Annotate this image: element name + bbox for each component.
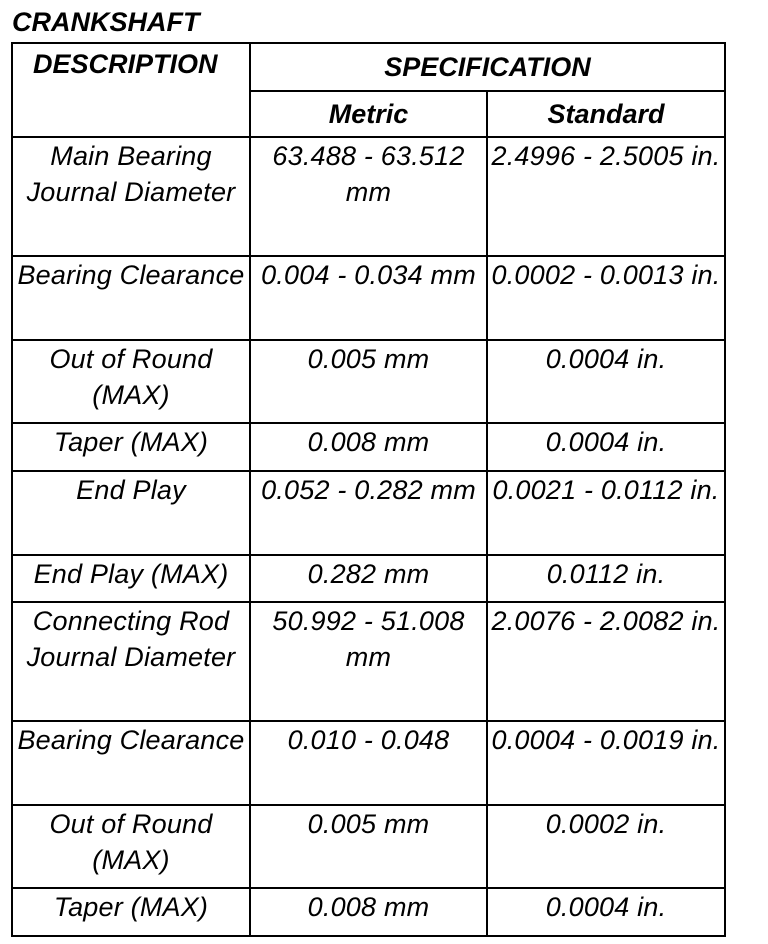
row-metric: 0.005 mm <box>250 805 487 888</box>
row-metric: 63.488 - 63.512 mm <box>250 137 487 256</box>
table-row <box>12 423 725 471</box>
row-standard: 0.0021 - 0.0112 in. <box>487 471 725 555</box>
row-metric: 0.008 mm <box>250 888 487 936</box>
row-metric: 0.282 mm <box>250 555 487 602</box>
header-specification: SPECIFICATION <box>250 43 725 91</box>
row-metric: 0.010 - 0.048 <box>250 721 487 805</box>
row-standard: 2.0076 - 2.0082 in. <box>487 602 725 721</box>
row-metric: 0.004 - 0.034 mm <box>250 256 487 340</box>
table-row <box>12 602 725 721</box>
header-description: DESCRIPTION <box>12 43 250 137</box>
header-standard: Standard <box>487 91 725 137</box>
table-row <box>12 340 725 423</box>
crankshaft-spec-table <box>11 42 726 937</box>
row-metric: 0.005 mm <box>250 340 487 423</box>
row-metric: 50.992 - 51.008 mm <box>250 602 487 721</box>
row-description: Bearing Clearance <box>12 256 250 340</box>
row-description: Out of Round (MAX) <box>12 340 250 423</box>
table-row <box>12 721 725 805</box>
row-standard: 0.0004 - 0.0019 in. <box>487 721 725 805</box>
table-row <box>12 256 725 340</box>
header-metric: Metric <box>250 91 487 137</box>
row-standard: 2.4996 - 2.5005 in. <box>487 137 725 256</box>
row-metric: 0.052 - 0.282 mm <box>250 471 487 555</box>
row-metric: 0.008 mm <box>250 423 487 471</box>
table-row <box>12 555 725 602</box>
row-description: End Play <box>12 471 250 555</box>
row-standard: 0.0004 in. <box>487 423 725 471</box>
row-standard: 0.0002 - 0.0013 in. <box>487 256 725 340</box>
row-description: End Play (MAX) <box>12 555 250 602</box>
row-standard: 0.0004 in. <box>487 888 725 936</box>
table-row <box>12 137 725 256</box>
row-description: Main Bearing Journal Diameter <box>12 137 250 256</box>
row-standard: 0.0002 in. <box>487 805 725 888</box>
row-description: Connecting Rod Journal Diameter <box>12 602 250 721</box>
page-title: CRANKSHAFT <box>12 7 200 37</box>
row-description: Taper (MAX) <box>12 423 250 471</box>
row-description: Taper (MAX) <box>12 888 250 936</box>
row-standard: 0.0112 in. <box>487 555 725 602</box>
row-standard: 0.0004 in. <box>487 340 725 423</box>
table-row <box>12 471 725 555</box>
table-row <box>12 888 725 936</box>
table-row <box>12 805 725 888</box>
row-description: Bearing Clearance <box>12 721 250 805</box>
row-description: Out of Round (MAX) <box>12 805 250 888</box>
